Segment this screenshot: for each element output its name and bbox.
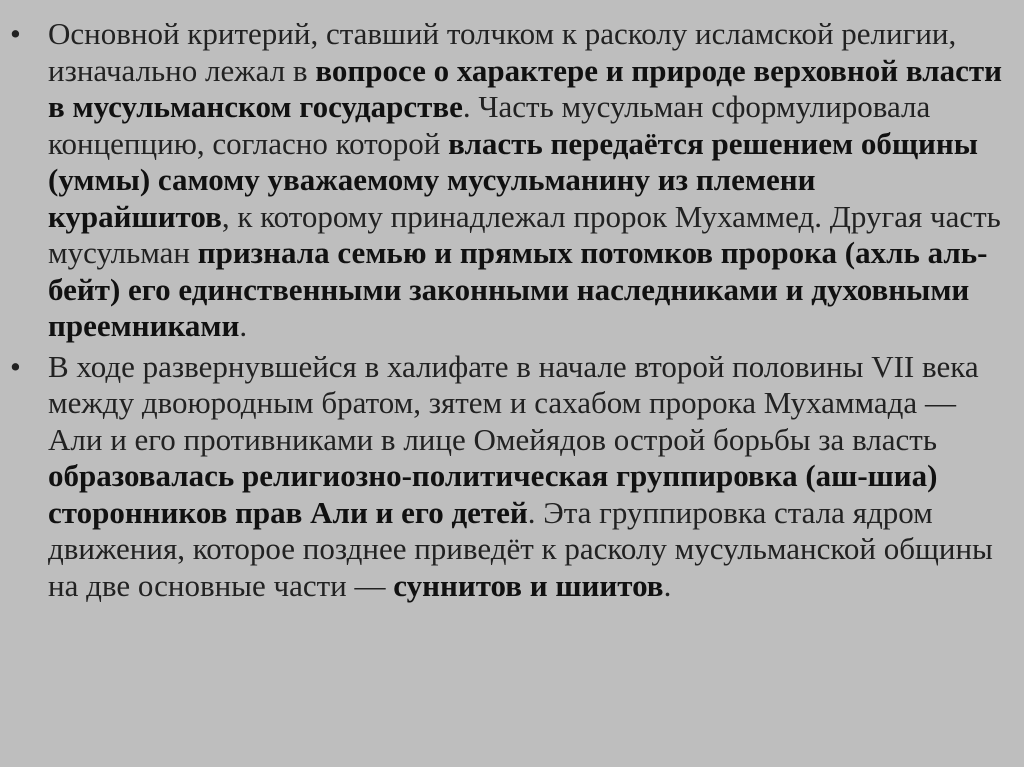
bold-text-segment: признала семью и прямых потомков пророка (ахль аль-бейт) его единственными законными наследниками и духовными преемниками	[48, 235, 988, 343]
text-segment: В ходе развернувшейся в халифате в начале второй половины VII века между двоюродным братом, зятем и сахабом пророка Мухаммада — Али и его противниками в лице Омейядов острой борьбы за власть	[48, 348, 979, 457]
bold-text-segment: вопросе о характере и природе верховной власти в мусульманском государстве	[48, 52, 1002, 124]
bullet-icon: •	[10, 16, 21, 51]
bullet-list	[10, 16, 1003, 608]
bold-text-segment: власть передаётся решением общины (уммы) самому уважаемому мусульманину из племени курайшитов	[48, 125, 978, 234]
text-segment: Основной критерий, ставший толчком к расколу исламской религии, изначально лежал в	[48, 16, 957, 88]
text-segment: . Эта группировка стала ядром движения, которое позднее приведёт к расколу мусульманской общины на две основные части —	[48, 494, 993, 603]
text-segment: , к которому принадлежал пророк Мухаммед. Другая часть мусульман	[48, 198, 1001, 270]
text-segment: .	[239, 308, 248, 343]
text-segment: .	[663, 567, 672, 603]
bullet-icon: •	[10, 348, 21, 384]
bullet-paragraph-2	[10, 348, 1003, 605]
text-segment: . Часть мусульман сформулировала концепцию, согласно которой	[48, 89, 931, 161]
bold-text-segment: суннитов и шиитов	[393, 567, 664, 603]
bold-text-segment: образовалась религиозно-политическая группировка (аш-шиа) сторонников прав Али и его детей	[48, 458, 938, 530]
bullet-paragraph-1	[10, 16, 1003, 345]
